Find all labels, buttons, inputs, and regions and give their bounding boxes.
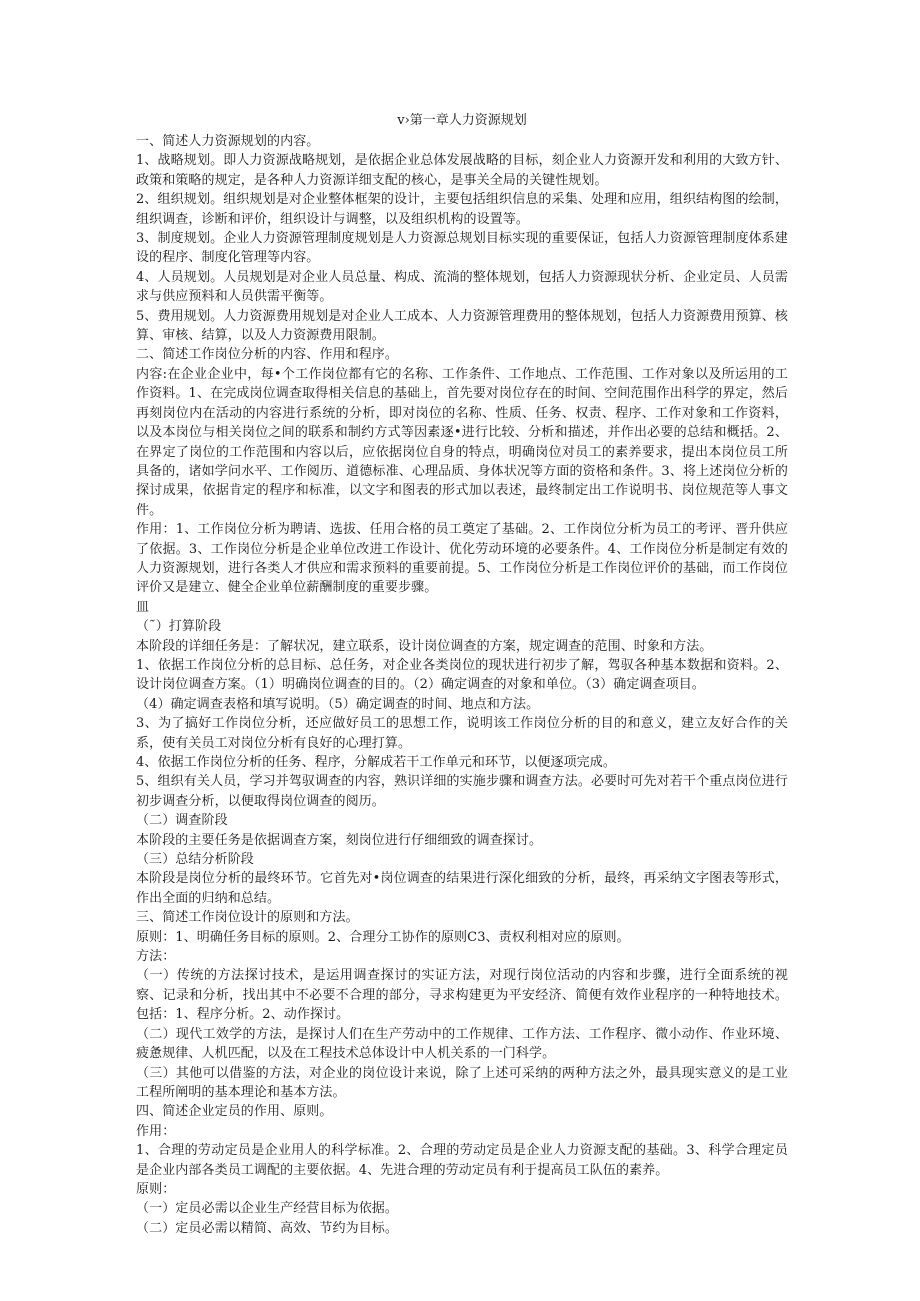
paragraph: 本阶段的详细任务是：了解状况，建立联系，设计岗位调查的方案，规定调查的范围、时象和方法。 bbox=[136, 638, 713, 654]
paragraph: 三、简述工作岗位设计的原则和方法。 bbox=[136, 910, 359, 926]
chapter-title: v›第一章人力资源规划 bbox=[397, 113, 527, 128]
paragraph: 5、费用规划。人力资源费用规划是对企业人工成本、人力资源管理费用的整体规划，包括人力资源费用预算、核算、审核、结算，以及人力资源费用限制。 bbox=[136, 308, 788, 344]
paragraph: 内容:在企业企业中，每•个工作岗位都有它的名称、工作条件、工作地点、工作范围、工作对象以及所运用的工作资料。1、在完成岗位调查取得相关信息的基础上，首先要对岗位存在的时间、空间范围作出科学的界定，然后再刻岗位内在活动的内容进行系统的分析，即对岗位的名称、性质、任务、权责、程序、工作对象和工作资料，以及本岗位与相关岗位之间的联系和制约方式等因素逐•进行比较、分析和描述，并作出必要的总结和概括。2、在界定了岗位的工作范围和内容以后，应依据岗位自身的特点，明确岗位对员工的素养要求，提出本岗位员工所具备的，诸如学问水平、工作阅历、道德标准、心理品质、身体状况等方面的资格和条件。3、将上述岗位分析的探讨成果，依据肯定的程序和标准，以文字和图表的形式加以表述，最终制定出工作说明书、岗位规范等人事文件。 bbox=[136, 366, 788, 518]
paragraph: 二、简述工作岗位分析的内容、作用和程序。 bbox=[136, 347, 399, 363]
paragraph: （三）总结分析阶段 bbox=[136, 852, 254, 868]
paragraph: （4）确定调查表格和填写说明。（5）确定调查的时间、地点和方法。 bbox=[136, 696, 540, 712]
paragraph: （一）传统的方法探讨技术，是运用调查探讨的实证方法，对现行岗位活动的内容和步骤，进行全面系统的视察、记录和分析，找出其中不必要不合理的部分，寻求构建更为平安经济、简便有效作业程序的一种特地技术。包括：1、程序分析。2、动作探讨。 bbox=[136, 968, 788, 1023]
paragraph: 作用： bbox=[136, 1123, 176, 1139]
paragraph: 作用：1、工作岗位分析为聘请、选拔、任用合格的员工奠定了基础。2、工作岗位分析为员工的考评、晋升供应了依据。3、工作岗位分析是企业单位改进工作设计、优化劳动环境的必要条件。4、工作岗位分析是制定有效的人力资源规划，进行各类人才供应和需求预料的重要前提。5、工作岗位分析是工作岗位评价的基础，而工作岗位评价又是建立、健全企业单位薪酬制度的重要步骤。 bbox=[136, 522, 788, 596]
paragraph: 一、简述人力资源规划的内容。 bbox=[136, 134, 320, 149]
paragraph: 四、简述企业定员的作用、原则。 bbox=[136, 1104, 333, 1120]
paragraph: 3、制度规划。企业人力资源管理制度规划是人力资源总规划目标实现的重要保证，包括人力资源管理制度体系建设的程序、制度化管理等内容。 bbox=[136, 231, 788, 266]
paragraph: 方法： bbox=[136, 949, 176, 965]
paragraph: 1、合理的劳动定员是企业用人的科学标准。2、合理的劳动定员是企业人力资源支配的基础。3、科学合理定员是企业内部各类员工调配的主要依据。4、先进合理的劳动定员有利于提高员工队伍的素养。 bbox=[136, 1143, 788, 1178]
document-page bbox=[136, 112, 788, 1238]
paragraph: （三）其他可以借鉴的方法，对企业的岗位设计来说，除了上述可采纳的两种方法之外，最具现实意义的是工业工程所阐明的基本理论和基本方法。 bbox=[136, 1065, 788, 1100]
paragraph: 原则： bbox=[136, 1181, 176, 1197]
paragraph: 4、人员规划。人员规划是对企业人员总量、构成、流淌的整体规划，包括人力资源现状分析、企业定员、人员需求与供应预料和人员供需平衡等。 bbox=[136, 269, 788, 305]
paragraph: 原则：1、明确任务目标的原则。2、合理分工协作的原则C3、责权利相对应的原则。 bbox=[136, 929, 630, 945]
document-body bbox=[136, 132, 788, 1238]
paragraph: （˜）打算阶段 bbox=[136, 619, 222, 635]
paragraph: 本阶段是岗位分析的最终环节。它首先对•岗位调查的结果进行深化细致的分析，最终，再采纳文字图表等形式，作出全面的归纳和总结。 bbox=[136, 871, 788, 906]
paragraph: 1、战略规划。即人力资源战略规划，是依据企业总体发展战略的目标，刻企业人力资源开发和利用的大致方针、政策和策略的规定，是各种人力资源详细支配的核心，是事关全局的关键性规划。 bbox=[136, 153, 788, 188]
paragraph: （二）调查阶段 bbox=[136, 813, 228, 829]
paragraph: 2、组织规划。组织规划是对企业整体框架的设计，主要包括组织信息的采集、处理和应用，组织结构图的绘制，组织调查，诊断和评价，组织设计与调整，以及组织机构的设置等。 bbox=[136, 192, 788, 227]
paragraph: 1、依据工作岗位分析的总目标、总任务，对企业各类岗位的现状进行初步了解，驾驭各种基本数据和资料。2、设计岗位调查方案。（1）明确岗位调查的目的。（2）确定调查的对象和单位。（3）确定调查项目。 bbox=[136, 657, 788, 693]
paragraph: 皿 bbox=[136, 599, 150, 615]
paragraph: （二）现代工效学的方法，是探讨人们在生产劳动中的工作规律、工作方法、工作程序、微小动作、作业环境、疲惫规律、人机匹配，以及在工程技术总体设计中人机关系的一门科学。 bbox=[136, 1026, 788, 1062]
paragraph: 本阶段的主要任务是依据调查方案，刻岗位进行仔细细致的调查探讨。 bbox=[136, 832, 543, 848]
paragraph: （一）定员必需以企业生产经营目标为依据。 bbox=[136, 1201, 399, 1217]
paragraph: 5、组织有关人员，学习并驾驭调查的内容，熟识详细的实施步骤和调查方法。必要时可先对若干个重点岗位进行初步调查分析，以便取得岗位调查的阅历。 bbox=[136, 774, 788, 809]
paragraph: 3、为了搞好工作岗位分析，还应做好员工的思想工作，说明该工作岗位分析的目的和意义，建立友好合作的关系，使有关员工对岗位分析有良好的心理打算。 bbox=[136, 716, 788, 751]
paragraph: （二）定员必需以精简、高效、节约为目标。 bbox=[136, 1220, 399, 1236]
paragraph: 4、依据工作岗位分析的任务、程序，分解成若干工作单元和环节，以便逐项完成。 bbox=[136, 755, 616, 770]
